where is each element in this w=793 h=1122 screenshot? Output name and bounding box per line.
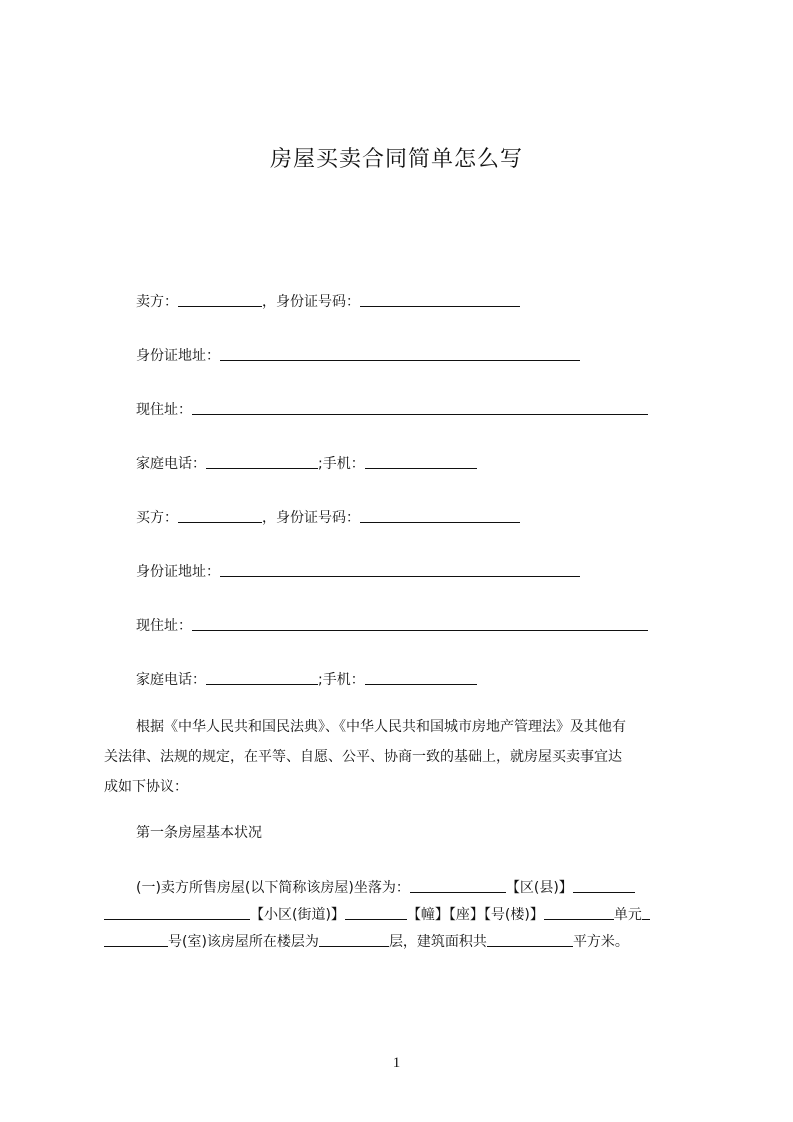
seller-name-label: 卖方： — [136, 294, 178, 310]
clause-1-text-3: 【小区(街道)】 — [250, 907, 345, 923]
clause-1-line-1 — [136, 878, 635, 897]
buyer-phone-row — [136, 670, 477, 689]
buyer-id-address-label: 身份证地址： — [136, 564, 220, 580]
preamble-line-3: 成如下协议： — [104, 779, 188, 795]
clause-1-text-5: 单元 — [613, 907, 642, 923]
seller-id-address-label: 身份证地址： — [136, 348, 220, 364]
buyer-id-blank[interactable] — [360, 508, 520, 523]
buyer-id-label: ，身份证号码： — [262, 510, 360, 526]
seller-name-blank[interactable] — [178, 292, 262, 307]
seller-id-blank[interactable] — [360, 292, 520, 307]
preamble-line-1: 根据《中华人民共和国民法典》、《中华人民共和国城市房地产管理法》及其他有 — [136, 719, 626, 735]
clause-1-text-8: 平方米。 — [572, 934, 629, 950]
page-number: 1 — [392, 1055, 401, 1071]
clause-1-location-blank[interactable] — [410, 878, 506, 893]
clause-1-line-2 — [104, 905, 650, 924]
article-1-heading: 第一条房屋基本状况 — [136, 825, 262, 841]
seller-home-phone-label: 家庭电话： — [136, 456, 206, 472]
buyer-current-address-row — [136, 616, 648, 635]
buyer-name-label: 买方： — [136, 510, 178, 526]
buyer-mobile-label: ;手机： — [318, 672, 365, 688]
buyer-id-address-row — [136, 562, 580, 581]
seller-id-label: ，身份证号码： — [262, 294, 360, 310]
document-title: 房屋买卖合同简单怎么写 — [269, 147, 523, 172]
seller-id-address-blank[interactable] — [220, 346, 580, 361]
buyer-mobile-blank[interactable] — [365, 670, 477, 685]
seller-id-address-row — [136, 346, 580, 365]
clause-1-line-3 — [104, 932, 629, 951]
clause-1-room-blank[interactable] — [104, 932, 168, 947]
preamble-line-2: 关法律、法规的规定，在平等、自愿、公平、协商一致的基础上，就房屋买卖事宜达 — [104, 749, 622, 765]
seller-current-address-label: 现住址： — [136, 402, 192, 418]
seller-home-phone-blank[interactable] — [206, 454, 318, 469]
clause-1-unit-blank[interactable] — [642, 905, 650, 920]
buyer-home-phone-blank[interactable] — [206, 670, 318, 685]
clause-1-area-blank[interactable] — [487, 932, 573, 947]
clause-1-community-blank[interactable] — [104, 905, 250, 920]
seller-name-row — [136, 292, 520, 311]
preamble-paragraph — [104, 712, 701, 802]
clause-1-text-6: 号(室)该房屋所在楼层为 — [168, 934, 319, 950]
buyer-name-row — [136, 508, 520, 527]
clause-1-building-blank[interactable] — [544, 905, 614, 920]
seller-phone-row — [136, 454, 477, 473]
seller-mobile-label: ;手机： — [318, 456, 365, 472]
clause-1-floor-blank[interactable] — [319, 932, 389, 947]
clause-1-text-2: 【区(县)】 — [505, 880, 573, 896]
clause-1-district-blank[interactable] — [573, 878, 635, 893]
seller-current-address-blank[interactable] — [192, 400, 648, 415]
seller-mobile-blank[interactable] — [365, 454, 477, 469]
buyer-current-address-blank[interactable] — [192, 616, 648, 631]
buyer-name-blank[interactable] — [178, 508, 262, 523]
buyer-current-address-label: 现住址： — [136, 618, 192, 634]
clause-1-text-4: 【幢】【座】【号(楼)】 — [406, 907, 544, 923]
clause-1-text-7: 层，建筑面积共 — [388, 934, 487, 950]
buyer-home-phone-label: 家庭电话： — [136, 672, 206, 688]
buyer-id-address-blank[interactable] — [220, 562, 580, 577]
clause-1-text-1: (一)卖方所售房屋(以下简称该房屋)坐落为： — [136, 880, 410, 896]
clause-1-street-blank[interactable] — [345, 905, 407, 920]
seller-current-address-row — [136, 400, 648, 419]
